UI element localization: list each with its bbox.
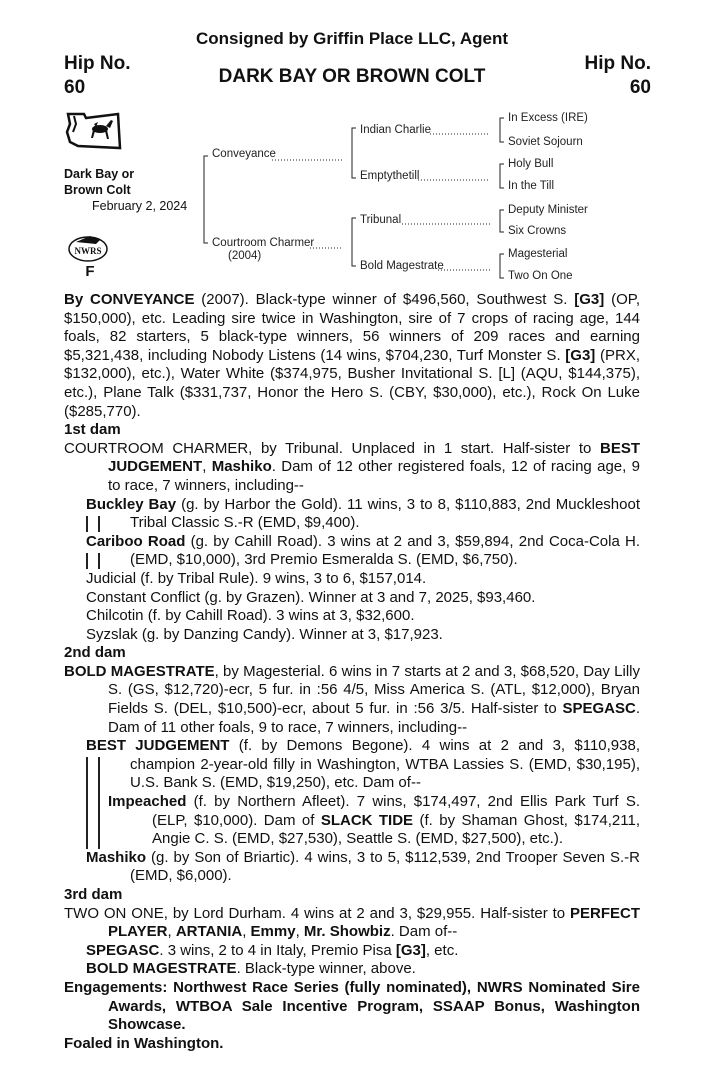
third-dam-intro: TWO ON ONE, by Lord Durham. 4 wins at 2 and 3, $29,955. Half-sister to [64,904,570,922]
second-dam-intro: , by Magesterial. 6 wins in 7 starts at 2 and 3, $68,520, Day Lilly S. (GS, $12,720)-ecr, 5 fur. in :56 4/5, Miss America S. (ATL, $12,000), Bryan Fields S. (DEL, $10,500)-ecr, about 5 fur. in :56 3/5. Half-sister to [108,662,640,718]
foal-text: (g. by Son of Briartic). 4 wins, 3 to 5, $112,539, 2nd Trooper Seven S.-R (EMD, $6,000). [130,848,640,885]
engagements-text: Northwest Race Series (fully nominated), NWRS Nominated Sire Awards, WTBOA Sale Incentive Program, SSAAP Bonus, Washington Showcase. [108,978,640,1034]
pedigree-dam-year: (2004) [228,250,262,262]
catalog-page-body [64,291,640,1053]
color-sex-title: DARK BAY OR BROWN COLT [218,66,486,87]
foal-entry [64,849,640,886]
hip-number: 60 [64,77,86,98]
nwrs-badge-letter: F [85,263,95,278]
foal-entry [64,737,640,793]
foal-text-end: , etc. [425,941,459,959]
engagements-label: Engagements: [64,978,168,996]
first-dam-heading: 1st dam [64,421,121,439]
hip-label: Hip No. [584,53,651,74]
sex-line-2: Brown Colt [64,183,131,197]
produce-bar [86,553,100,569]
foal-text: (f. by Demons Begone). 4 wins at 2 and 3, $110,938, champion 2-year-old filly in Washington, WTBA Lassies S. (EMD, $30,195), U.S. Bank S. (EMD, $19,250), etc. Dam of-- [130,737,640,792]
sire-text-2: (OP, $150,000), etc. Leading sire twice in Washington, sire of 7 crops of racing age, 144 foals, 82 starters, 5 black-type winners, 56 winners of 209 races and earning $5,321,438, including Nobody Listens (14 wins, $704,230, Turf Monster S. [64,291,640,364]
sire-paragraph [64,291,640,421]
separator: , [295,923,304,941]
foal-text: (g. by Cahill Road). 3 wins at 2 and 3, $59,894, 2nd Coca-Cola H. (EMD, $10,000), 3rd Premio Esmeralda S. (EMD, $6,750). [130,532,640,569]
second-dam-heading: 2nd dam [64,644,126,662]
pedigree-dam-sire: Tribunal [360,214,402,226]
pedigree-sire-dam: Emptythetill [360,170,420,182]
pedigree-dd-dam: Two On One [508,270,573,282]
pedigree-sire: Conveyance [212,148,276,160]
foal-name: BEST JUDGEMENT [86,737,230,755]
engagements [64,979,640,1035]
foal-name: Cariboo Road [86,532,186,550]
second-dam-rest: . Dam of 11 other foals, 9 to race, 7 winners, including-- [108,700,640,736]
pedigree-dd-sire: Magesterial [508,248,568,260]
foal-name: Mashiko [86,848,147,866]
half-sibling-1: BEST JUDGEMENT [108,439,640,476]
foal-text: . Black-type winner, above. [236,960,416,978]
pedigree-ss-dam: Soviet Sojourn [508,136,583,148]
pedigree-dam: Courtroom Charmer [212,237,315,249]
hip-number: 60 [629,77,651,98]
separator: , [242,923,251,941]
second-dam-paragraph [64,663,640,737]
grade-label: [G3] [565,346,596,364]
produce-bar [86,757,100,849]
foal-name: BOLD MAGESTRATE [86,960,237,978]
sire-name: By CONVEYANCE [64,291,195,308]
first-dam-rest: . Dam of 12 other registered foals, 12 of racing age, 9 to race, 7 winners, including-- [108,458,640,494]
first-dam-intro: COURTROOM CHARMER, by Tribunal. Unplaced in 1 start. Half-sister to [64,439,600,457]
foal-entry: Chilcotin (f. by Cahill Road). 3 wins at 3, $32,600. [86,607,415,625]
pedigree-dam-dam: Bold Magestrate [360,260,444,272]
half-sibling-2: Mashiko [211,458,272,476]
half-sibling: SPEGASC [562,700,636,718]
sibling-1: PERFECT PLAYER [108,904,640,941]
pedigree-sire-sire: Indian Charlie [360,124,431,136]
separator: , [202,458,212,476]
foaling-date: February 2, 2024 [92,199,188,213]
separator: , [167,923,176,941]
foal-entry [64,960,640,979]
sibling-3: Emmy [250,923,296,941]
great-grand-foal-text: (f. by Shaman Ghost, $174,211, Angie C. S. (EMD, $27,530), Seattle S. (EMD, $27,500), etc.). [152,811,640,848]
grade-label: [G3] [574,291,605,308]
foal-text: (g. by Harbor the Gold). 11 wins, 3 to 8, $110,883, 2nd Muckleshoot Tribal Classic S.-R (EMD, $9,400). [130,495,640,532]
pedigree-lines [0,0,704,290]
foal-entry [64,496,640,533]
sibling-2: ARTANIA [175,923,243,941]
nwrs-badge-text: NWRS [74,246,102,256]
second-dam-name: BOLD MAGESTRATE [64,662,215,680]
pedigree-sd-dam: In the Till [508,180,555,192]
foal-entry: Judicial (f. by Tribal Rule). 9 wins, 3 to 6, $157,014. [86,569,427,587]
pedigree-sd-sire: Holy Bull [508,158,554,170]
foaled-in: Foaled in Washington. [64,1034,224,1052]
third-dam-rest: . Dam of-- [390,923,458,941]
first-dam-paragraph [64,440,640,496]
sire-text-3: (PRX, $132,000), etc.), Water White ($374,975, Busher Invitational S. [L] (AQU, $144,375), etc.), Plane Talk ($331,737, Honor the Hero S. (CBY, $30,000), etc.), Rock On Luke ($285,770). [64,346,640,420]
foal-name: SPEGASC [86,941,160,959]
foal-name: Buckley Bay [86,495,177,513]
foal-entry: Syzslak (g. by Danzing Candy). Winner at 3, $17,923. [86,625,443,643]
hip-label: Hip No. [64,53,131,74]
foal-entry [64,533,640,570]
grade-label: [G3] [395,941,426,959]
foal-entry: Constant Conflict (g. by Grazen). Winner at 3 and 7, 2025, $93,460. [86,588,536,606]
produce-bar [86,516,100,532]
great-grand-foal-name: SLACK TIDE [320,811,414,829]
grand-foal-name: Impeached [108,793,187,811]
foal-text: . 3 wins, 2 to 4 in Italy, Premio Pisa [159,941,396,959]
third-dam-heading: 3rd dam [64,886,123,903]
grand-foal-text: (f. by Northern Afleet). 7 wins, $174,497, 2nd Ellis Park Turf S. (ELP, $10,000). Dam of [152,793,640,829]
sire-text-1: (2007). Black-type winner of $496,560, Southwest S. [194,291,575,308]
grand-foal-entry [64,793,640,849]
sex-line-1: Dark Bay or [64,167,135,181]
pedigree-ds-sire: Deputy Minister [508,204,588,216]
pedigree-ss-sire: In Excess (IRE) [508,112,588,124]
sibling-4: Mr. Showbiz [303,923,391,941]
pedigree-ds-dam: Six Crowns [508,225,567,237]
third-dam-paragraph [64,905,640,942]
consignor-line: Consigned by Griffin Place LLC, Agent [195,29,508,48]
foal-entry [64,942,640,961]
